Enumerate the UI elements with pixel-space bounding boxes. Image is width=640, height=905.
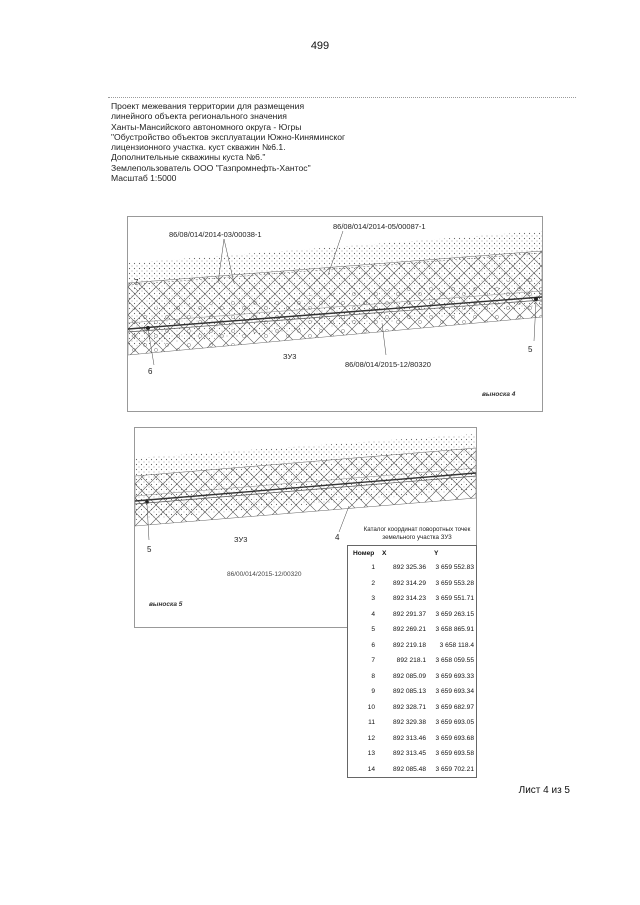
table-row <box>348 746 476 762</box>
cell-y: 3 658 059.55 <box>435 657 474 665</box>
zone-label: ЗУ3 <box>283 352 297 361</box>
title-line: линейного объекта регионального значения <box>111 111 287 122</box>
table-row <box>348 560 476 576</box>
title-block <box>111 101 345 183</box>
page-number: 499 <box>310 40 330 52</box>
callout-label: выноска 4 <box>482 391 516 398</box>
cell-number: 3 <box>371 595 375 603</box>
title-line: Проект межевания территории для размещения <box>111 101 305 111</box>
cell-y: 3 659 693.05 <box>435 719 474 727</box>
cell-y: 3 659 693.68 <box>435 734 474 742</box>
cell-x: 892 325.36 <box>392 564 426 572</box>
cell-x: 892 085.48 <box>392 765 426 773</box>
cell-number: 6 <box>371 641 375 649</box>
header-number: Номер <box>353 549 375 557</box>
cell-number: 12 <box>367 734 375 742</box>
point-label: 5 <box>528 345 533 354</box>
coordinate-table <box>347 545 477 778</box>
cell-x: 892 219.18 <box>392 641 426 649</box>
cell-x: 892 291.37 <box>392 610 426 618</box>
table-header <box>348 546 476 560</box>
title-line: Ханты-Мансийского автономного округа - Югры <box>111 121 302 132</box>
cell-y: 3 659 551.71 <box>435 595 474 603</box>
catalog-caption-line: Каталог координат поворотных точек <box>363 526 471 533</box>
cell-x: 892 329.38 <box>392 719 426 727</box>
cell-y: 3 658 865.91 <box>435 626 474 634</box>
cell-y: 3 659 263.15 <box>435 610 474 618</box>
title-line: Землепользователь ООО "Газпромнефть-Хантос" <box>111 162 311 173</box>
cell-y: 3 659 693.34 <box>435 688 474 696</box>
header-y: Y <box>434 549 439 557</box>
point-label: 7 <box>134 278 139 287</box>
cell-x: 892 269.21 <box>392 626 426 634</box>
cell-y: 3 658 118.4 <box>439 641 474 649</box>
cell-number: 11 <box>368 719 375 727</box>
cadastral-label: 86/08/014/2015-12/80320 <box>345 360 431 369</box>
cell-y: 3 659 682.97 <box>435 703 474 711</box>
table-row <box>348 638 476 654</box>
table-row <box>348 715 476 731</box>
cell-number: 8 <box>371 672 375 680</box>
table-row <box>348 731 476 747</box>
cell-y: 3 659 702.21 <box>435 765 474 773</box>
point-label: 6 <box>148 367 153 376</box>
cadastral-label: 86/00/014/2015-12/00320 <box>227 571 302 578</box>
cell-x: 892 085.09 <box>392 672 426 680</box>
table-row <box>348 700 476 716</box>
cell-number: 2 <box>371 579 375 587</box>
point-label: 5 <box>147 545 152 554</box>
table-row <box>348 591 476 607</box>
cell-number: 4 <box>371 610 375 618</box>
header-divider <box>108 97 576 98</box>
cadastral-label: 86/08/014/2014-03/00038-1 <box>169 230 262 239</box>
title-line: "Обустройство объектов эксплуатации Южно-Киняминског <box>111 131 346 142</box>
map-callout-4 <box>127 216 543 412</box>
callout-label: выноска 5 <box>149 601 183 608</box>
cell-x: 892 314.29 <box>392 579 426 587</box>
cell-x: 892 313.46 <box>392 734 426 742</box>
cell-y: 3 659 553.28 <box>435 579 474 587</box>
cell-x: 892 313.45 <box>392 750 426 758</box>
table-row <box>348 607 476 623</box>
table-row <box>348 622 476 638</box>
cell-y: 3 659 693.58 <box>435 750 474 758</box>
catalog-caption <box>347 526 487 542</box>
table-row <box>348 653 476 669</box>
cell-x: 892 314.23 <box>392 595 426 603</box>
cell-number: 13 <box>367 750 375 758</box>
cell-number: 9 <box>371 688 375 696</box>
cell-number: 7 <box>371 657 375 665</box>
point-label: 4 <box>335 533 340 542</box>
cell-x: 892 218.1 <box>396 657 426 665</box>
zone-label: ЗУ3 <box>234 535 248 544</box>
cell-x: 892 085.13 <box>392 688 426 696</box>
title-line: Масштаб 1:5000 <box>111 173 177 184</box>
map-drawing <box>128 217 542 411</box>
cell-number: 5 <box>371 626 375 634</box>
table-row <box>348 684 476 700</box>
cell-number: 14 <box>367 765 375 773</box>
table-row <box>348 669 476 685</box>
cell-number: 1 <box>371 564 375 572</box>
header-x: X <box>382 549 387 557</box>
cell-x: 892 328.71 <box>392 703 426 711</box>
catalog-caption-line: земельного участка ЗУ3 <box>382 534 452 541</box>
title-line: лицензионного участка. куст скважин №6.1. <box>111 142 286 153</box>
table-row <box>348 762 476 778</box>
cell-y: 3 659 552.83 <box>435 564 474 572</box>
table-row <box>348 576 476 592</box>
cell-number: 10 <box>367 703 375 711</box>
cadastral-label: 86/08/014/2014-05/00087-1 <box>333 222 426 231</box>
sheet-number: Лист 4 из 5 <box>518 785 570 796</box>
cell-y: 3 659 693.33 <box>435 672 474 680</box>
title-line: Дополнительные скважины куста №6." <box>111 152 266 163</box>
